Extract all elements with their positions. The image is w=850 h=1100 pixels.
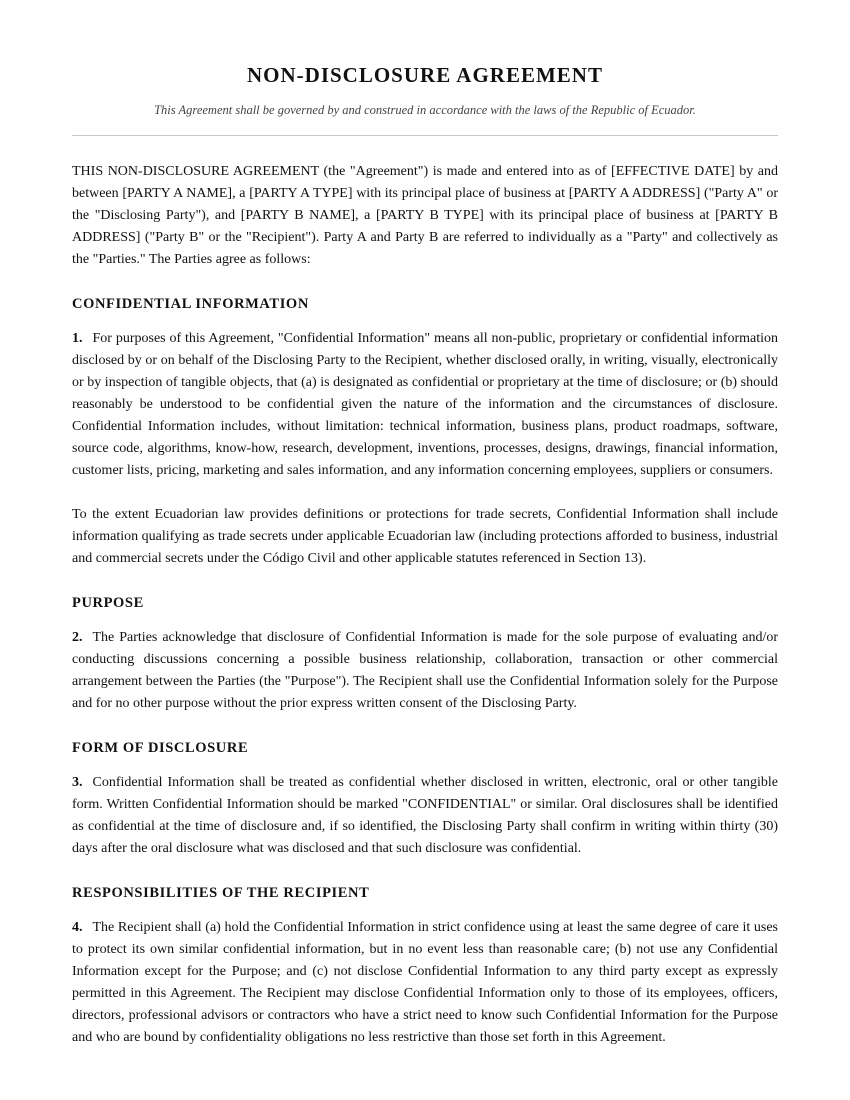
clause-number: 1. xyxy=(72,331,83,346)
document-title: NON-DISCLOSURE AGREEMENT xyxy=(247,63,603,87)
section-purpose xyxy=(72,592,778,715)
clause-text: For purposes of this Agreement, "Confidential Information" means all non-public, proprietary or confidential information disclosed by or on behalf of the Disclosing Party to the Recipient, whether disclosed orally, in writing, visually, electronically or by inspection of tangible objects, that (a) is designated as confidential or proprietary at the time of disclosure; or (b) should reasonably be understood to be confidential given the nature of the information and the circumstances of disclosure. Confidential Information includes, without limitation: technical information, business plans, product roadmaps, software, source code, algorithms, know-how, research, development, inventions, processes, designs, drawings, financial information, customer lists, pricing, marketing and sales information, and any information concerning employees, suppliers or consumers. xyxy=(72,331,778,478)
section-responsibilities-of-recipient xyxy=(72,882,778,1049)
clause-number: 2. xyxy=(72,630,83,645)
document-page xyxy=(72,0,778,1049)
section-form-of-disclosure xyxy=(72,737,778,860)
clause-paragraph xyxy=(72,627,778,715)
clause-paragraph xyxy=(72,917,778,1049)
clause-paragraph xyxy=(72,328,778,482)
clause-paragraph xyxy=(72,772,778,860)
clause-number: 4. xyxy=(72,920,83,935)
governing-law-subtitle: This Agreement shall be governed by and construed in accordance with the laws of the Republic of Ecuador. xyxy=(154,103,696,117)
clause-text: The Recipient shall (a) hold the Confidential Information in strict confidence using at least the same degree of care it uses to protect its own similar confidential information, but in no event less than reasonable care; (b) not use any Confidential Information except for the Purpose; and (c) not disclose Confidential Information to any third party except as expressly permitted in this Agreement. The Recipient may disclose Confidential Information only to those of its employees, officers, directors, professional advisors or contractors who have a strict need to know such Confidential Information for the Purpose and who are bound by confidentiality obligations no less restrictive than those set forth in this Agreement. xyxy=(72,920,778,1045)
section-confidential-information xyxy=(72,293,778,570)
clause-number: 3. xyxy=(72,775,83,790)
section-heading: CONFIDENTIAL INFORMATION xyxy=(72,296,309,312)
intro-paragraph: THIS NON-DISCLOSURE AGREEMENT (the "Agreement") is made and entered into as of [EFFECTIVE DATE] by and between [PARTY A NAME], a [PARTY A TYPE] with its principal place of business at [PARTY A ADDRESS] ("Party A" or the "Disclosing Party"), and [PARTY B NAME], a [PARTY B TYPE] with its principal place of business at [PARTY B ADDRESS] ("Party B" or the "Recipient"). Party A and Party B are referred to individually as a "Party" and collectively as the "Parties." The Parties agree as follows: xyxy=(72,164,778,267)
section-heading: FORM OF DISCLOSURE xyxy=(72,740,249,756)
clause-text: Confidential Information shall be treated as confidential whether disclosed in written, electronic, oral or other tangible form. Written Confidential Information should be marked "CONFIDENTIAL" or similar. Oral disclosures shall be identified as confidential at the time of disclosure and, if so identified, the Disclosing Party shall confirm in writing within thirty (30) days after the oral disclosure what was disclosed and that such disclosure was confidential. xyxy=(72,775,778,856)
clause-extra-paragraph: To the extent Ecuadorian law provides definitions or protections for trade secrets, Confidential Information shall include information qualifying as trade secrets under applicable Ecuadorian law (including protections afforded to business, industrial and commercial secrets under the Código Civil and other applicable statutes referenced in Section 13). xyxy=(72,507,778,566)
header-divider xyxy=(72,135,778,136)
section-heading: PURPOSE xyxy=(72,595,144,611)
section-heading: RESPONSIBILITIES OF THE RECIPIENT xyxy=(72,885,370,901)
clause-text: The Parties acknowledge that disclosure of Confidential Information is made for the sole purpose of evaluating and/or conducting discussions concerning a possible business relationship, collaboration, transaction or other commercial arrangement between the Parties (the "Purpose"). The Recipient shall use the Confidential Information solely for the Purpose and for no other purpose without the prior express written consent of the Disclosing Party. xyxy=(72,630,778,711)
